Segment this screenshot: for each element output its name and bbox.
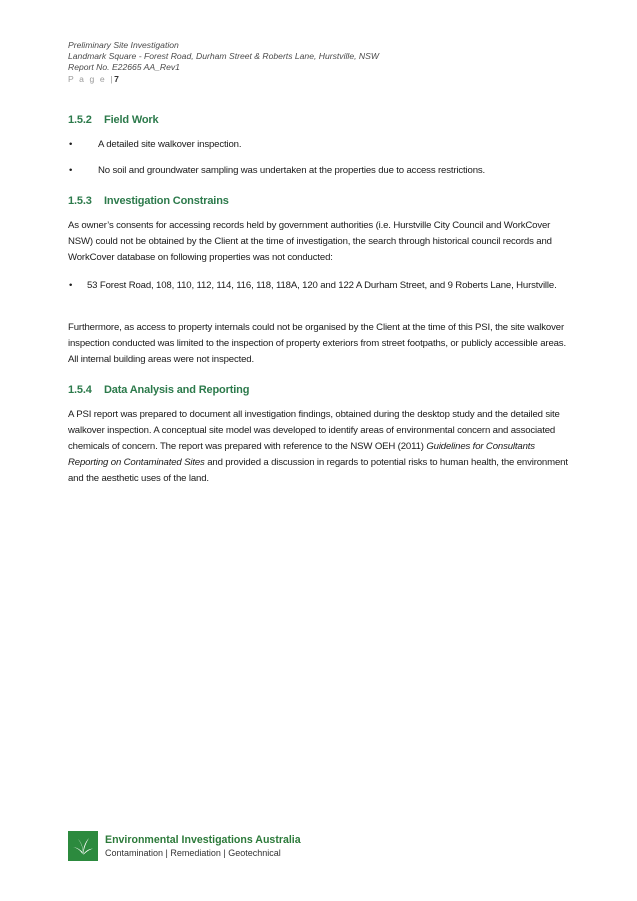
page-label: P a g e	[68, 73, 107, 84]
section-number: 1.5.4	[68, 384, 92, 396]
paragraph-text: and provided a discussion in regards to potential risks to human health, the environment and the aesthetic uses of the land.	[68, 457, 568, 484]
leaf-logo-icon	[68, 831, 98, 861]
section-number: 1.5.3	[68, 195, 92, 207]
page-footer	[68, 831, 301, 861]
company-name: Environmental Investigations Australia	[105, 833, 301, 846]
section-title: Field Work	[104, 114, 159, 126]
list-item-text: No soil and groundwater sampling was undertaken at the properties due to access restrictions.	[98, 165, 486, 176]
header-page-indicator	[68, 74, 379, 85]
footer-company-text	[105, 834, 301, 859]
page-number: 7	[114, 73, 119, 84]
list-item	[68, 163, 573, 189]
page-separator: |	[110, 73, 115, 84]
section-heading-data-analysis	[68, 383, 249, 397]
bullet-icon: •	[69, 280, 73, 291]
header-report-number: Report No. E22665 AA_Rev1	[68, 62, 180, 73]
section-heading-field-work	[68, 113, 159, 127]
list-item-text: A detailed site walkover inspection.	[98, 139, 242, 150]
paragraph: As owner’s consents for accessing records held by government authorities (i.e. Hurstville City Council and WorkCover NSW) could not be obtained by the Client at the time of investigation, the search through historical council records and WorkCover database on following properties was not conducted:	[68, 220, 552, 263]
field-work-list	[68, 137, 573, 189]
page-header	[68, 40, 379, 85]
company-tagline: Contamination | Remediation | Geotechnical	[105, 847, 281, 858]
header-site-address: Landmark Square - Forest Road, Durham Street & Roberts Lane, Hurstville, NSW	[68, 51, 379, 62]
paragraph: Furthermore, as access to property internals could not be organised by the Client at the time of this PSI, the site walkover inspection conducted was limited to the inspection of property exteriors from street footpaths, or publicly accessible areas. All internal building areas were not inspected.	[68, 322, 566, 365]
paragraph-text: A PSI report was prepared to document all investigation findings, obtained during the desktop study and the detailed site walkover inspection. A conceptual site model was developed to identify areas of environmental concern and associated chemicals of concern. The report was prepared with reference to the NSW OEH (2011)	[68, 409, 560, 452]
section-title: Data Analysis and Reporting	[104, 384, 250, 396]
section-title: Investigation Constrains	[104, 195, 229, 207]
guideline-title: Guidelines for Consultants Reporting on Contaminated Sites	[68, 441, 535, 468]
header-report-title: Preliminary Site Investigation	[68, 40, 179, 50]
list-item-text: 53 Forest Road, 108, 110, 112, 114, 116, 118, 118A, 120 and 122 A Durham Street, and 9 Roberts Lane, Hurstville.	[87, 280, 557, 291]
paragraph	[68, 407, 573, 487]
bullet-icon: •	[69, 139, 73, 150]
bullet-icon: •	[69, 165, 73, 176]
properties-list	[68, 278, 573, 294]
section-heading-investigation-constrains	[68, 194, 229, 208]
section-number: 1.5.2	[68, 114, 92, 126]
list-item	[68, 137, 573, 163]
list-item	[68, 278, 573, 294]
